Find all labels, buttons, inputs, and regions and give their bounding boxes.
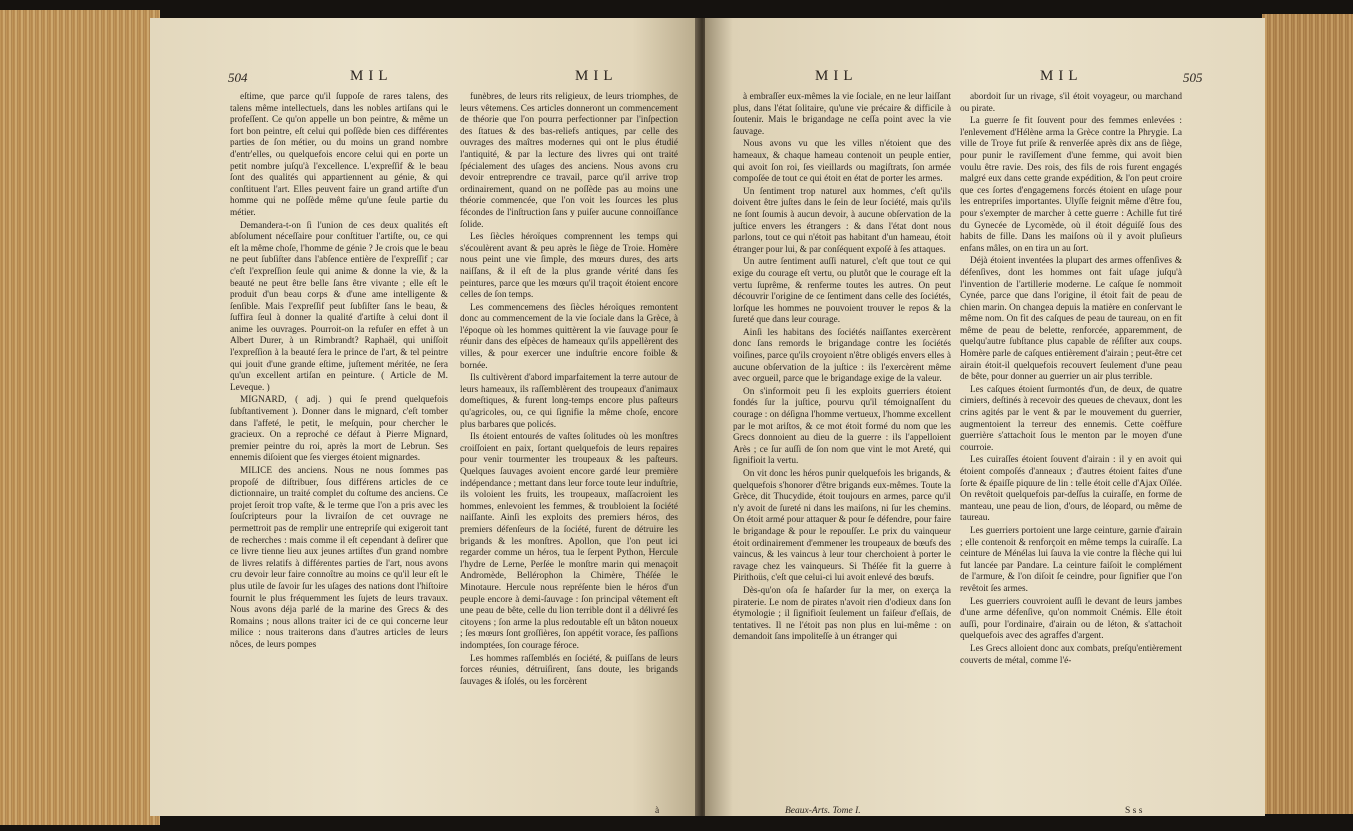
paragraph: Les hommes raſſemblés en ſociété, & puiſſans de leurs forces réunies, détruiſirent, ſans doute, les brigands ſauvages & iſolés, ou les forcèrent <box>460 653 678 687</box>
text-column <box>960 92 1182 804</box>
paragraph: Déjà étoient inventées la plupart des armes offenſives & défenſives, dont les hommes ont fait uſage juſqu'à l'invention de l'artillerie moderne. Le caſque ſe nommoit Cynée, parce que dans l'origine, il étoit fait de peau de chien marin. On changea depuis la matière en conſervant le même nom. On fit des caſques de peau de taureau, on en fit même de peau de belette, renforcée, apparemment, de quelqu'autre ſubſtance plus capable de réſiſter aux coups. Homère parle de caſques entièrement d'airain ; peut-être cet airain étoit-il quelquefois recouvert ſeulement d'une peau de bête, pour donner au guerrier un air plus terrible. <box>960 256 1182 383</box>
paragraph: MIGNARD, ( adj. ) qui ſe prend quelquefois ſubſtantivement ). Donner dans le mignard, c'eſt tomber dans l'affeté, le petit, le meſquin, pour chercher le gracieux. On a reproché ce défaut à Pierre Mignard, premier peintre du roi, après la mort de Lebrun. Ses ennemis diſoient que ſes vierges étoient mignardes. <box>230 395 448 464</box>
paragraph: Les caſques étoient ſurmontés d'un, de deux, de quatre cimiers, deſtinés à recevoir des queues de chevaux, dont les crins agités par le vent & par le mouvement du guerrier, augmentoient la terreur des ennemis. Cette coëffure guerrière s'attachoit ſous le menton par le moyen d'une courroie. <box>960 384 1182 453</box>
page-number: 505 <box>1183 70 1203 85</box>
running-header: MIL <box>575 68 618 84</box>
paragraph: à embraſſer eux-mêmes la vie ſociale, en ne leur laiſſant plus, dans l'état ſolitaire, qu'une vie précaire & difficile à ſoutenir. Mais le brigandage ne ceſſa point avec la vie ſauvage. <box>733 92 951 137</box>
text-column <box>460 92 678 804</box>
paragraph: Un autre ſentiment auſſi naturel, c'eſt que tout ce qui exige du courage eſt vertu, ou plutôt que le courage eſt la vertu ſuprême, & renferme toutes les autres. On peut découvrir l'origine de ce ſentiment dans celle des ſociétés, lorſque les hommes ne pouvoient trouver le repos & la ſureté que dans leur courage. <box>733 257 951 326</box>
paragraph: Les commencemens des ſiècles héroïques remontent donc au commencement de la vie ſociale dans la Grèce, à l'époque où les hommes quittèrent la vie ſauvage pour ſe réunir dans des eſpèces de hameaux qu'ils appellèrent des villes, & pour exercer une induſtrie encore foible & bornée. <box>460 302 678 371</box>
footer-signature-title: Beaux-Arts. Tome I. <box>785 806 861 816</box>
paragraph: Les guerriers couvroient auſſi le devant de leurs jambes d'une arme défenſive, qu'on nommoit Cnémis. Elle étoit auſſi, pour l'ordinaire, d'airain ou de léton, & s'attachoit quelquefois avec des agraffes d'argent. <box>960 596 1182 642</box>
text-column <box>230 92 448 804</box>
right-page <box>705 18 1265 816</box>
paragraph: Dès-qu'on oſa ſe haſarder ſur la mer, on exerça la piraterie. Le nom de pirates n'avoit rien d'odieux dans ſon étymologie ; il ſignifioit ſeulement un faiſeur d'eſſais, de tentatives. Il ne l'étoit pas non plus en lui-même : on demandoit ſans impoliteſſe à un étranger qui <box>733 585 951 643</box>
running-header: MIL <box>815 68 858 84</box>
paragraph: Les ſiècles héroïques comprennent les temps qui s'écoulèrent avant & peu après le ſiège de Troie. Homère nous peint une vie ſimple, des mœurs dures, des arts naiſſans, & il eſt de la plus grande vérité dans ſes peintures, parce que les mœurs qu'il traçoit étoient encore celles de ſon temps. <box>460 232 678 301</box>
paragraph: Les guerriers portoient une large ceinture, garnie d'airain ; elle contenoit & renforçoit en même temps la cuiraſſe. La ceinture de Ménélas lui ſauva la vie contre la flèche qui lui fut lancée par Pandare. La ceinture faiſoit le complément de l'armure, & l'on diſoit ſe ceindre, pour ſignifier que l'on revêtoit ſes armes. <box>960 525 1182 594</box>
page-edges-right <box>1262 14 1353 814</box>
page-edges-left <box>0 10 160 825</box>
paragraph: abordoit ſur un rivage, s'il étoit voyageur, ou marchand ou pirate. <box>960 92 1182 114</box>
paragraph: Ils cultivèrent d'abord imparfaitement la terre autour de leurs hameaux, ils raſſemblèrent des troupeaux d'animaux domeſtiques, & furent long-temps encore plus paſteurs qu'agricoles, ou, ce qui ſignifie la même choſe, encore plus barbares que policés. <box>460 373 678 430</box>
running-header: MIL <box>350 68 393 84</box>
paragraph: On vit donc les héros punir quelquefois les brigands, & quelquefois s'honorer d'être brigands eux-mêmes. Toute la Grèce, dit Thucydide, étoit toujours en armes, parce qu'il n'y avoit de ſureté ni dans les maiſons, ni ſur les chemins. On étoit armé pour attaquer & pour ſe défendre, pour faire le brigandage & pour le repouſſer. Le prix du vainqueur étoit ordinairement d'emmener les troupeaux de bœufs des vaincus, & les vaincus à leur tour cherchoient à porter le ravage chez les vainqueurs. Si Théſée fit la guerre à Pirithoüs, c'eſt que celui-ci lui avoit enlevé des bœufs. <box>733 469 951 584</box>
text-column <box>733 92 951 804</box>
paragraph: On s'informoit peu ſi les exploits guerriers étoient fondés ſur la juſtice, pourvu qu'il témoignaſſent du courage : on déſigna l'homme vertueux, l'homme excellent par le mot ariſtos, & ce mot étoit formé du nom que les Grecs donnoient au dieu de la guerre : ils l'appelloient Arès ; ce ſur auſſi de ſon nom que vint le mot Areté, qui ſignifioit la vertu. <box>733 386 951 467</box>
running-header: MIL <box>1040 68 1083 84</box>
paragraph: eſtime, que parce qu'il ſuppoſe de rares talens, des talens même intellectuels, dans les nobles artiſans qui le profeſſent. Ce qu'on appelle un bon peintre, & même un fort bon peintre, eſt celui qui poſſède bien ces différentes parties de ſon métier, ou du moins un grand nombre d'entr'elles, ou quelquefois encore celui qui en porte un petit nombre juſqu'à l'excellence. L'expreſſif & le beau ſont des qualités qui appartiennent au génie, & qui conſtituent l'art. Elles peuvent faire un grand artiſte d'un homme qui ne poſſède même qu'une ſeule partie du métier. <box>230 92 448 218</box>
catchword: à <box>655 806 660 816</box>
paragraph: Les Grecs alloient donc aux combats, preſqu'entièrement couverts de métal, comme l'é- <box>960 643 1182 666</box>
paragraph: La guerre ſe fit ſouvent pour des femmes enlevées : l'enlevement d'Hélène arma la Grèce contre la Phrygie. La ville de Troye fut priſe & renverſée après dix ans de ſiège, pour punir le raviſſement d'une femme, qui avoit bien voulu être ravie. Des rois, des fils de rois furent engagés malgré eux dans cette grande expédition, & l'on peut croire que ces ſortes d'engagemens forcés étoient en uſage pour les entrepriſes importantes. Ulyſſe feignit même d'être fou, pour s'exempter de marcher à cette guerre : Achille fut tiré du Gynecée de Lycomède, où il étoit déguiſé ſous des habits de fille. Dans les maiſons où il y avoit pluſieurs enfans mâles, on en tira un au ſort. <box>960 116 1182 254</box>
paragraph: Un ſentiment trop naturel aux hommes, c'eſt qu'ils doivent être juſtes dans le ſein de leur ſociété, mais qu'ils ne ſont ſoumis à aucun devoir, à aucune obſervation de la juſtice envers les étrangers : & dans l'état dont nous parlons, tout ce qui n'étoit pas habitant d'un hameau, étoit étranger pour lui, & par conſéquent expoſé à ſes attaques. <box>733 186 951 255</box>
paragraph: funèbres, de leurs rits religieux, de leurs triomphes, de leurs vêtemens. Ces articles donneront un commencement de théorie que l'on pourra perfectionner par l'inſpection des ſtatues & des bas-reliefs antiques, par celle des ouvrages des maîtres modernes qui ont le plus étudié l'antiquité, & par la lecture des livres qui ont traité ſpécialement des uſages des anciens. Nous avons cru devoir entreprendre ce travail, parce qu'il arrive trop ordinairement, quand on ne poſſède pas au moins une théorie commencée, que l'on voit les ſources les plus fécondes de l'inſtruction ſans y puiſer aucune connoiſſance ſolide. <box>460 92 678 230</box>
paragraph: Les cuiraſſes étoient ſouvent d'airain : il y en avoit qui étoient compoſés d'anneaux ; d'autres étoient faites d'une ſorte & épaiſſe piquure de lin : telle étoit celle d'Ajax Oïlée. On revêtoit quelquefois par-deſſus la cuiraſſe, en forme de manteau, une peau de lion, d'ours, de léopard, ou même de taureau. <box>960 455 1182 524</box>
footer-signature-mark: S s s <box>1125 806 1143 816</box>
paragraph: Ils étoient entourés de vaſtes ſolitudes où les monſtres croiſſoient en paix, ſortant quelquefois de leurs repaires pour venir tourmenter les troupeaux & les paſteurs. Quelques ſauvages avoient encore gardé leur première indépendance ; mettant dans leur force toute leur induſtrie, ils voloient les fruits, les troupeaux, maſſacroient les hommes, enlevoient les femmes, & troubloient la ſociété naiſſante. Ainſi les exploits des premiers héros, des premiers défenſeurs de la ſociété, furent de détruire les brigands & les monſtres. Apollon, que l'on peut ici regarder comme un héros, tua le ſerpent Python, Hercule l'hydre de Lerne, Perſée le monſtre marin qui menaçoit Andromède, Bellérophon la Chimère, Théſée le Minotaure. Hercule nous repréſente bien le héros d'un peuple encore à demi-ſauvage : ſon principal vêtement eſt une peau de bête, celle du lion terrible dont il a délivré ſes citoyens ; ſon arme la plus redoutable eſt un bâton noueux ; ſes mœurs ſont groſſières, ſon appétit vorace, ſes paſſions indomptées, ſon courage féroce. <box>460 432 678 651</box>
paragraph: Ainſi les habitans des ſociétés naiſſantes exercèrent donc ſans remords le brigandage contre les ſociétés voiſines, parce qu'ils croyoient n'être obligés envers elles à aucune obſervation de la juſtice : ils l'exercèrent même avec orgueil, parce que le brigandage exige de la valeur. <box>733 327 951 385</box>
paragraph: Nous avons vu que les villes n'étoient que des hameaux, & chaque hameau contenoit un peuple entier, qui avoit ſon roi, ſes vieillards ou magiſtrats, ſon armée compoſée de tout ce qui étoit en état de porter les armes. <box>733 139 951 185</box>
paragraph: Demandera-t-on ſi l'union de ces deux qualités eſt abſolument néceſſaire pour conſtituer l'artiſte, ou, ce qui eſt la même choſe, l'homme de génie ? Je crois que le beau ne peut ſubſiſter dans l'abſence entière de l'expreſſif ; car c'eſt l'expreſſion ſeule qui anime & donne la vie, & la beauté ne peut être belle ſans être vivante ; elle eſt le produit d'un beau corps & d'une ame intelligente & ſenſible. Mais l'expreſſif peut ſubſiſter ſans le beau, & ſuffira ſeul à donner la qualité d'artiſte à celui dont il anime les ouvrages. Pourroit-on la refuſer en effet à un Albert Durer, à un Rimbrandt? Raphaël, qui uniſſoit l'expreſſion à la beauté ſera le prince de l'art, & tel peintre qui jouit d'une grande eſtime, juſtement méritée, ne ſera qu'un excellent artiſan en peinture. ( Article de M. Leveque. ) <box>230 220 448 393</box>
left-page <box>150 18 698 816</box>
paragraph: MILICE des anciens. Nous ne nous ſommes pas propoſé de diſtribuer, ſous différens articles de ce dictionnaire, un traité complet du coſtume des anciens. Ce projet ſeroit trop vaſte, & le terme que l'on a pris avec les ſouſcripteurs pour la livraiſon de cet ouvrage ne permettroit pas de remplir une entrepriſe qui exigeroit tant de recherches : mais comme il eſt cependant à deſirer que ce livre tienne lieu aux jeunes artiſtes d'un grand nombre de livres relatifs à différentes parties de l'art, nous avons cru devoir leur faire connoître au moins ce qu'il leur eſt le plus utile de ſavoir ſur les uſages des nations dont l'hiſtoire fournit le plus fréquemment les ſujets de leurs travaux. Nous avons déja parlé de la marine des Grecs & des Romains ; nous allons traiter ici de ce qui concerne leur milice : nous traiterons dans d'autres articles de leurs nôces, de leurs pompes <box>230 466 448 650</box>
page-number: 504 <box>228 70 248 85</box>
